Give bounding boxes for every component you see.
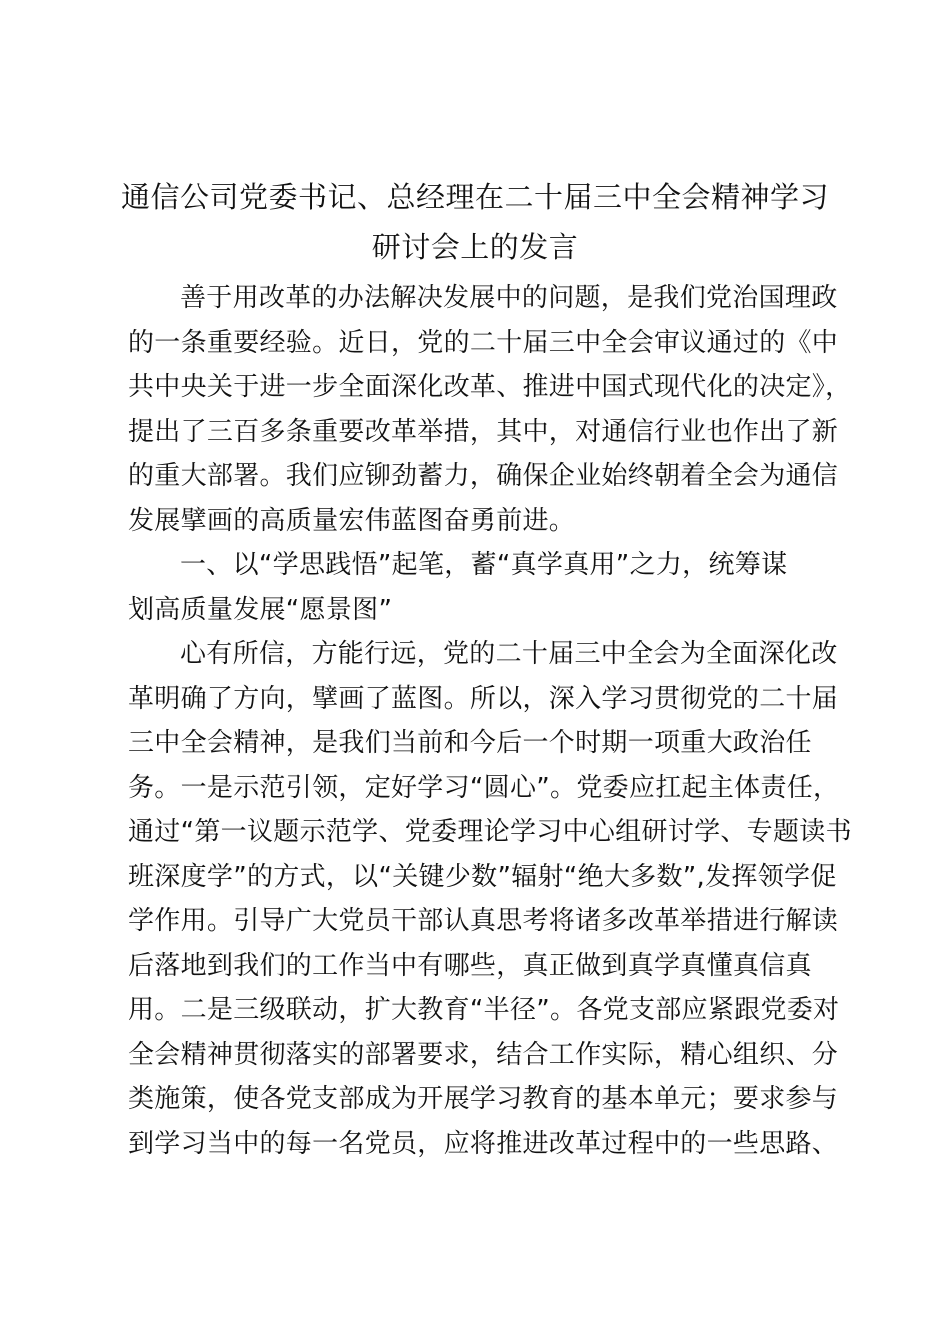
text-line: 共中央关于进一步全面深化改革、推进中国式现代化的决定》， [128, 372, 852, 402]
text-line: 到学习当中的每一名党员，应将推进改革过程中的一些思路、 [128, 1128, 839, 1159]
text-line: 班深度学”的方式，以“关键少数”辐射“绝大多数”,发挥领学促 [128, 861, 837, 892]
paragraph-section-one [128, 632, 852, 1166]
document-title [110, 172, 840, 272]
section-heading [128, 543, 828, 632]
text-line: 革明确了方向，擘画了蓝图。所以，深入学习贯彻党的二十届 [128, 683, 839, 714]
text-line: 的一条重要经验。近日，党的二十届三中全会审议通过的《中 [128, 327, 839, 358]
text-line: 务。一是示范引领，定好学习“圆心”。党委应扛起主体责任， [128, 772, 840, 803]
text-line: 提出了三百多条重要改革举措，其中，对通信行业也作出了新 [128, 416, 839, 447]
text-line: 的重大部署。我们应铆劲蓄力，确保企业始终朝着全会为通信 [128, 461, 839, 491]
text-line: 三中全会精神，是我们当前和今后一个时期一项重大政治任 [128, 728, 812, 758]
title-line: 通信公司党委书记、总经理在二十届三中全会精神学习 [120, 180, 829, 214]
text-line: 学作用。引导广大党员干部认真思考将诸多改革举措进行解读 [128, 906, 839, 936]
document-body [128, 276, 852, 1166]
text-line: 发展擘画的高质量宏伟蓝图奋勇前进。 [128, 505, 576, 536]
text-line: 用。二是三级联动，扩大教育“半径”。各党支部应紧跟党委对 [128, 995, 840, 1025]
heading-line: 划高质量发展“愿景图” [128, 594, 393, 625]
text-line: 心有所信，方能行远，党的二十届三中全会为全面深化改 [180, 639, 838, 669]
text-line: 善于用改革的办法解决发展中的问题，是我们党治国理政 [180, 283, 838, 313]
paragraph-intro [128, 276, 852, 543]
heading-line: 一、以“学思践悟”起笔，蓄“真学真用”之力，统筹谋 [180, 550, 788, 580]
text-line: 全会精神贯彻落实的部署要求，结合工作实际，精心组织、分 [128, 1039, 839, 1070]
text-line: 通过“第一议题示范学、党委理论学习中心组研讨学、专题读书 [128, 817, 852, 847]
title-line: 研讨会上的发言 [371, 230, 579, 264]
text-line: 类施策，使各党支部成为开展学习教育的基本单元；要求参与 [128, 1084, 839, 1114]
text-line: 后落地到我们的工作当中有哪些，真正做到真学真懂真信真 [128, 950, 812, 981]
